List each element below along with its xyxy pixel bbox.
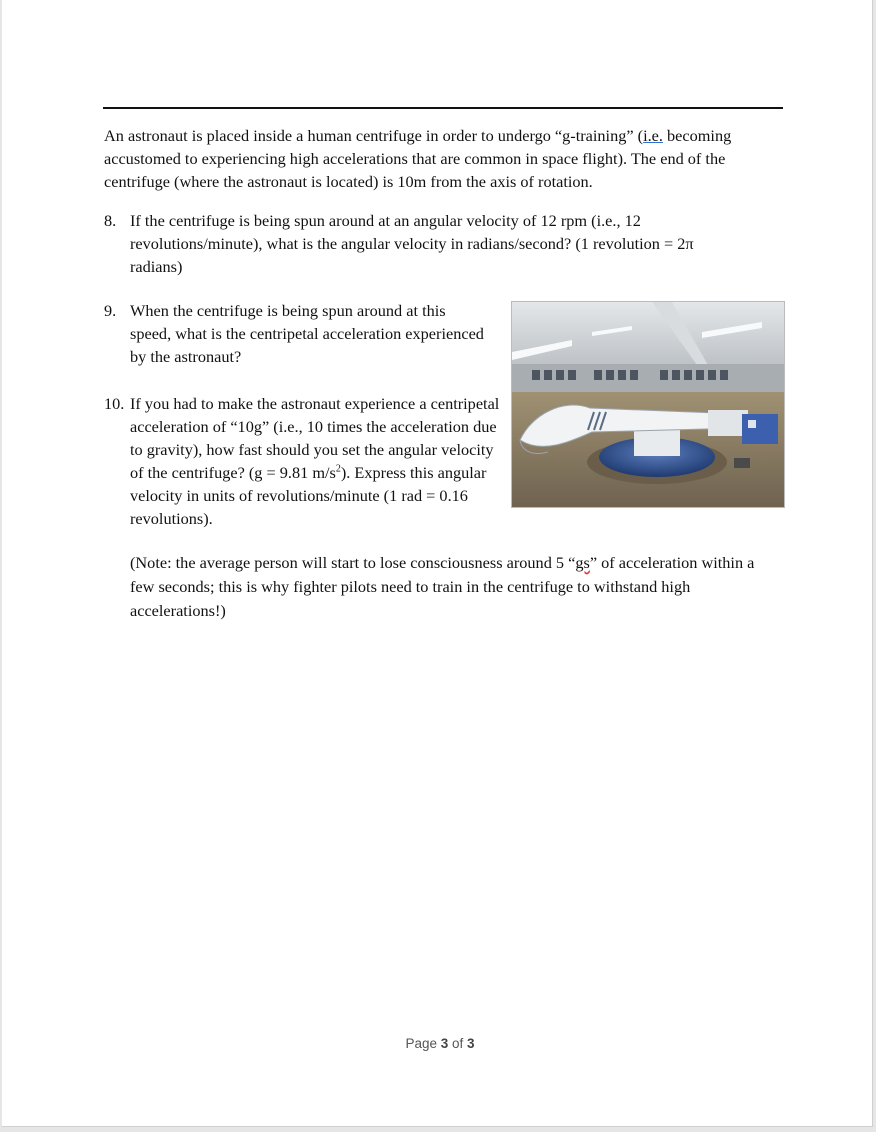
- ie-abbreviation: i.e.: [643, 126, 663, 145]
- question-number: 8.: [104, 211, 117, 230]
- total-page-number: 3: [467, 1036, 475, 1051]
- current-page-number: 3: [440, 1036, 449, 1051]
- intro-paragraph: An astronaut is placed inside a human centrifuge in order to undergo “g-training” (i.e. becoming accustomed to experiencing high accelerations that are common in space flight). The end of the centrifuge (where the astronaut is located) is 10m from the axis of rotation.: [104, 126, 732, 191]
- question-number: 10.: [104, 394, 125, 413]
- document-page: [2, 0, 873, 1127]
- centrifuge-photo: [511, 301, 785, 508]
- question-text: If the centrifuge is being spun around at an angular velocity of 12 rpm (i.e., 12 revolutions/minute), what is the angular velocity in radians/second? (1 revolution = 2π radians): [130, 211, 694, 276]
- note-paragraph: (Note: the average person will start to lose consciousness around 5 “gs” of acceleration within a few seconds; this is why fighter pilots need to train in the centrifuge to withstand high accelerations!): [130, 553, 755, 620]
- centrifuge-image: [512, 302, 784, 507]
- page-footer: [2, 1036, 876, 1051]
- of-label: of: [452, 1036, 464, 1051]
- header-rule: [103, 107, 783, 109]
- question-number: 9.: [104, 301, 117, 320]
- gs-word: gs: [575, 553, 590, 572]
- question-text: When the centrifuge is being spun around at this speed, what is the centripetal acceleration experienced by the astronaut?: [130, 301, 484, 366]
- page-label: Page: [405, 1036, 437, 1051]
- question-text: If you had to make the astronaut experience a centripetal acceleration of “10g” (i.e., 10 times the acceleration due to gravity), how fast should you set the angular velocity of the centrifuge? (g = 9.81 $m/s^2$). Express this angular velocity in units of revolutions/minute (1 rad = 0.16 revolutions).: [130, 394, 500, 528]
